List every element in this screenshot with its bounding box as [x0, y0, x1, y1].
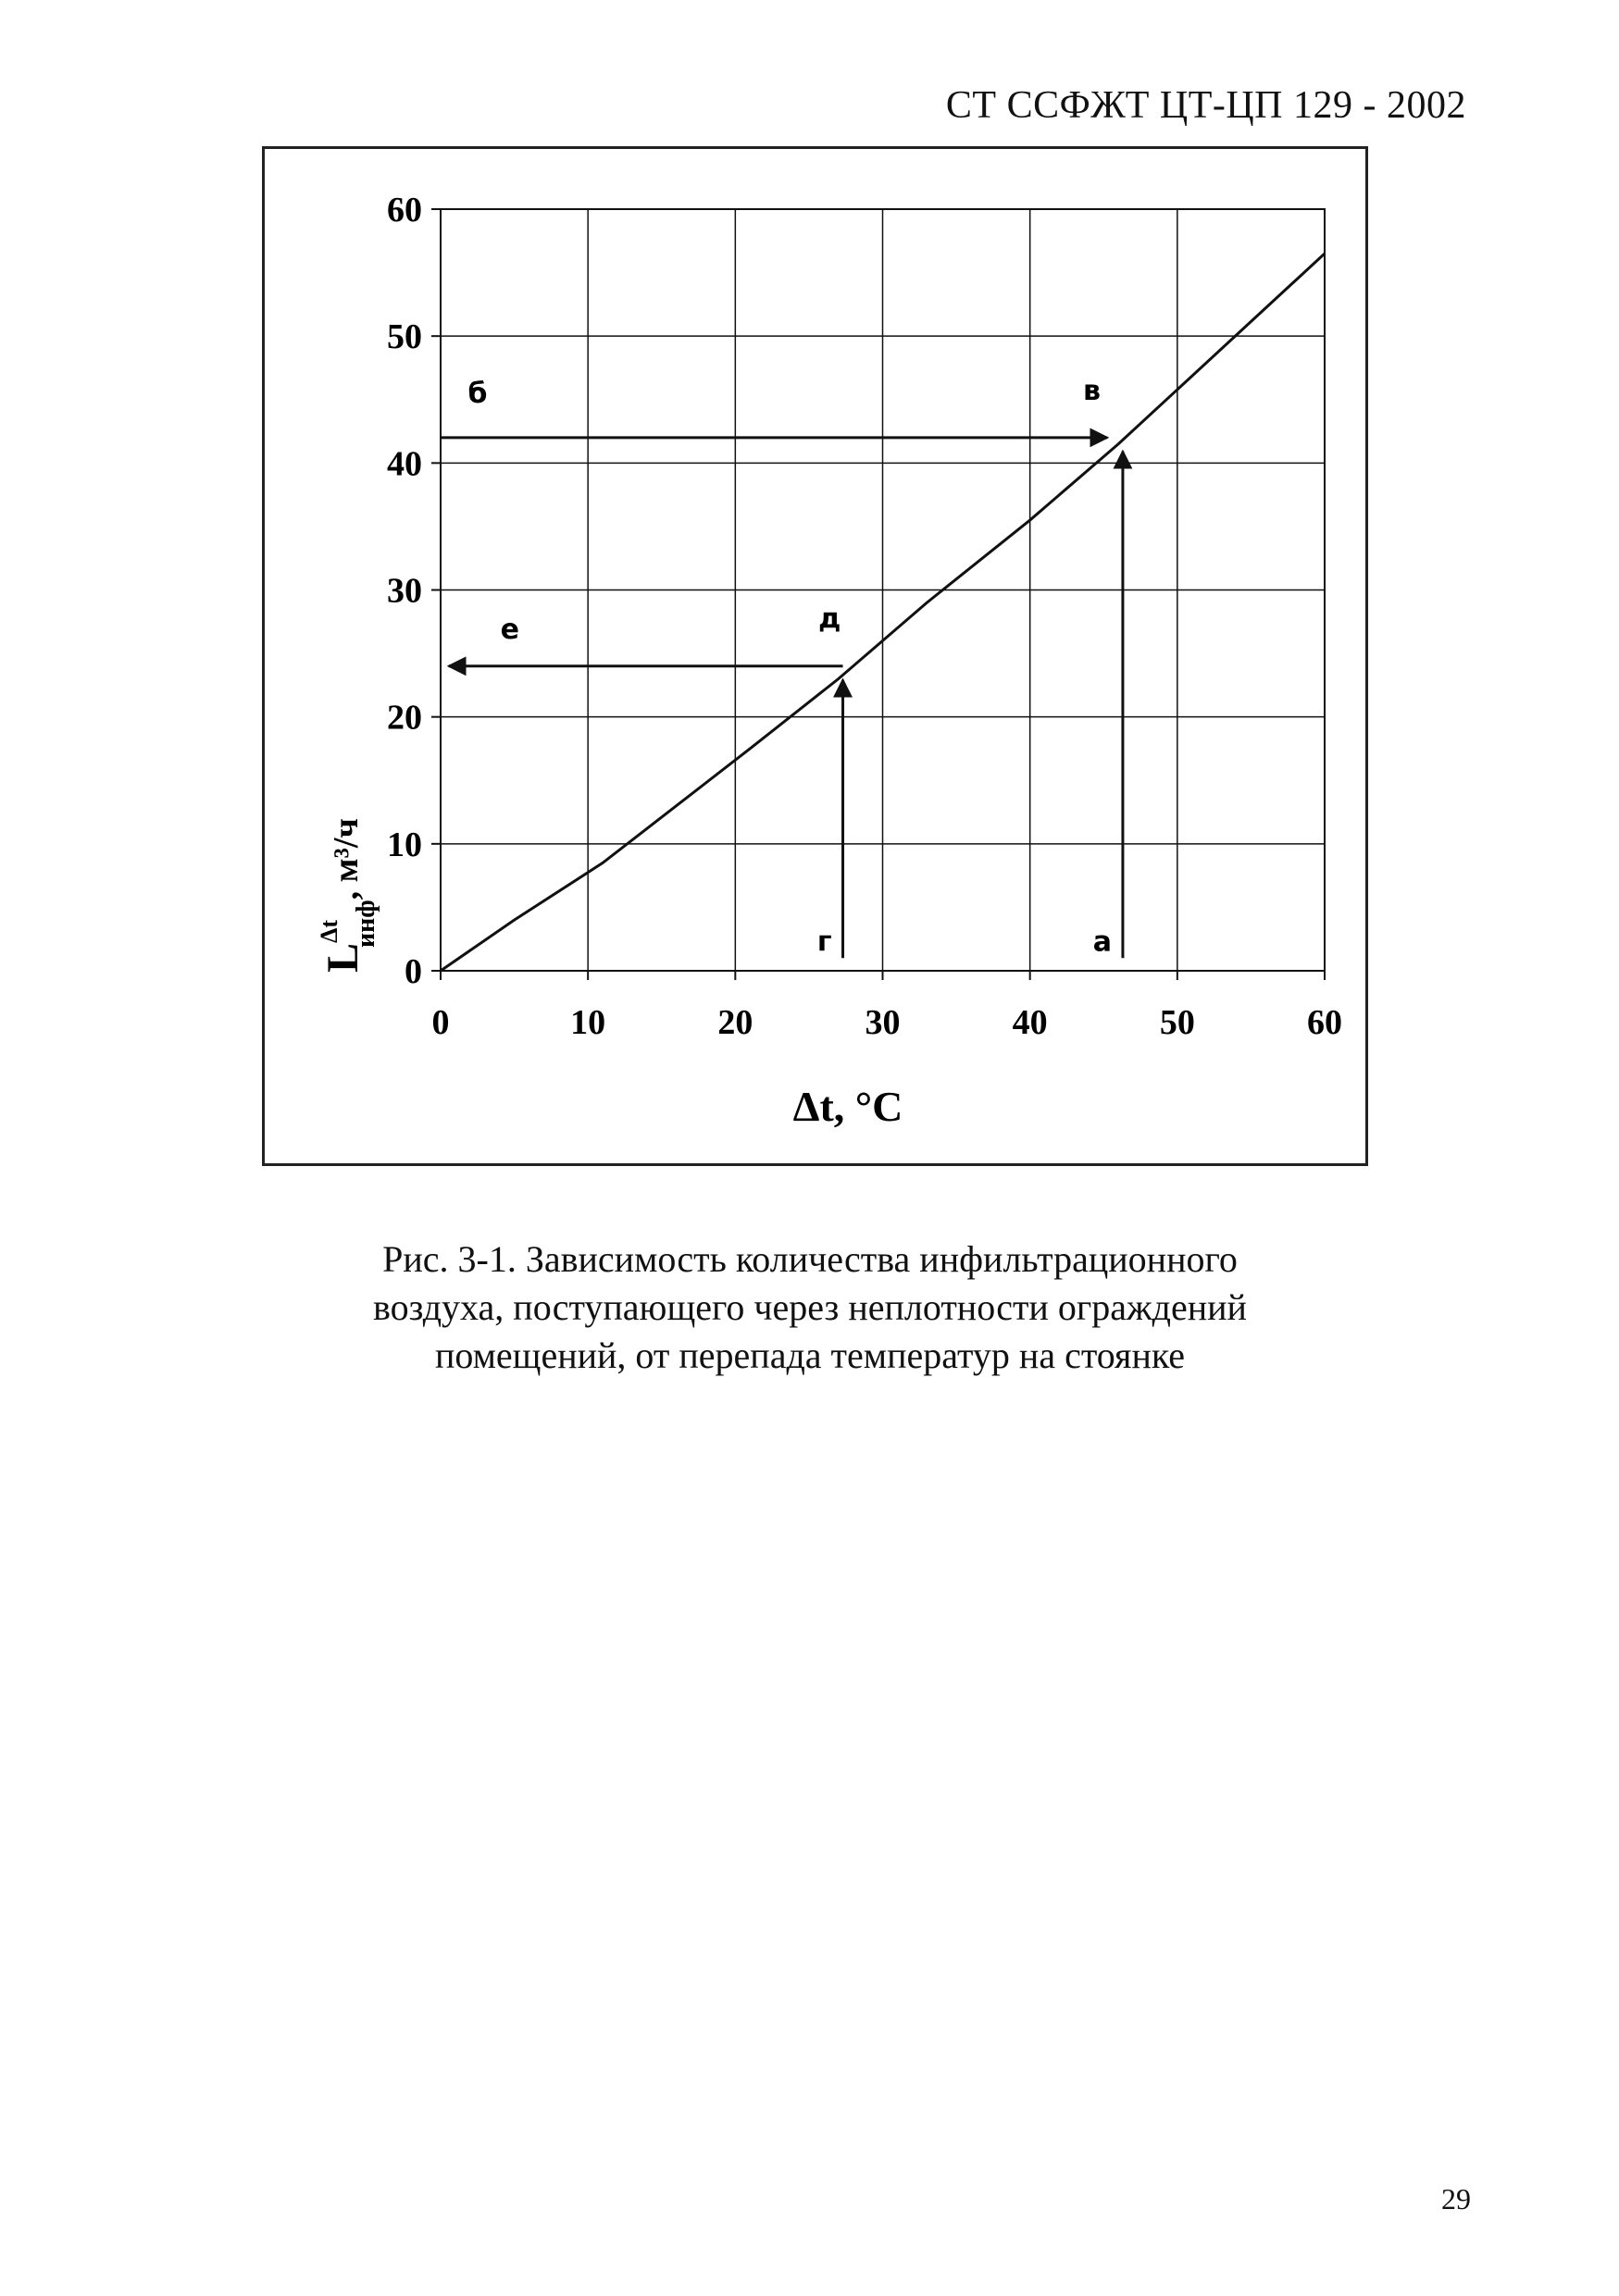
line-chart	[265, 149, 1365, 1163]
figure-caption	[278, 1235, 1342, 1380]
caption-line: помещений, от перепада температур на стоянке	[434, 1334, 1186, 1376]
y-axis-label-main: L	[318, 942, 367, 973]
svg-text:LΔtинф, м³/ч	[316, 818, 380, 973]
page-number: 29	[1441, 2182, 1471, 2215]
caption-line: воздуха, поступающего через неплотности ограждений	[373, 1286, 1247, 1328]
annotation-label: д	[818, 602, 841, 636]
y-axis-label-unit: , м³/ч	[327, 818, 366, 900]
annotation-label: б	[467, 377, 488, 410]
x-tick-label: 60	[1307, 1003, 1342, 1042]
x-tick-label: 10	[570, 1003, 606, 1042]
y-tick-label: 20	[387, 698, 422, 738]
annotation-label: а	[1092, 925, 1112, 959]
x-tick-label: 50	[1159, 1003, 1195, 1042]
y-axis-label-superscript: Δt	[316, 920, 342, 943]
y-axis-label	[316, 818, 380, 973]
x-tick-label: 20	[717, 1003, 753, 1042]
y-tick-label: 10	[387, 825, 422, 864]
annotation-label: г	[816, 925, 832, 959]
document-code-header: СТ ССФЖТ ЦТ-ЦП 129 - 2002	[945, 84, 1466, 127]
y-tick-label: 30	[387, 571, 422, 611]
figure-frame	[262, 146, 1368, 1166]
x-tick-label: 40	[1012, 1003, 1048, 1042]
caption-line: Рис. 3-1. Зависимость количества инфильтрационного	[382, 1238, 1238, 1280]
y-tick-label: 60	[387, 191, 422, 230]
x-axis-label: Δt, °C	[792, 1083, 903, 1130]
x-tick-label: 0	[431, 1003, 450, 1042]
y-tick-label: 50	[387, 317, 422, 357]
y-axis-label-subscript: инф	[352, 900, 380, 949]
annotation-label: в	[1083, 374, 1102, 407]
x-tick-label: 30	[865, 1003, 901, 1042]
y-tick-label: 0	[405, 952, 422, 991]
y-tick-label: 40	[387, 444, 422, 484]
annotation-label: е	[500, 613, 519, 646]
